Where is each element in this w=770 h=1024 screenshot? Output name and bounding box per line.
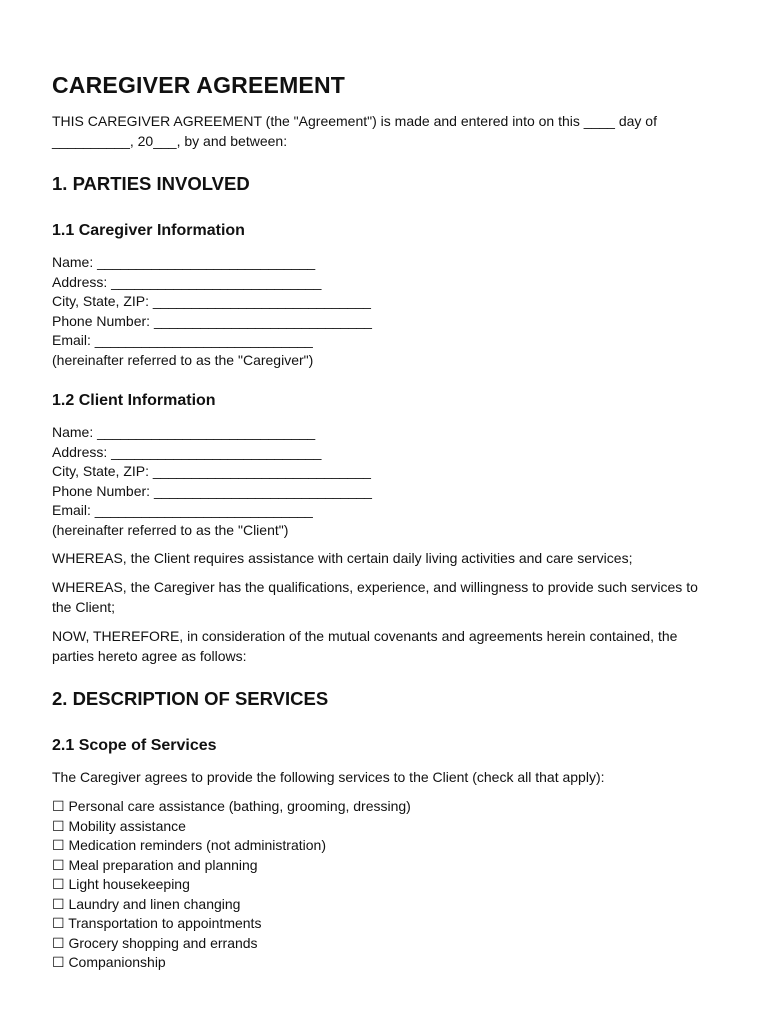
whereas-caregiver-paragraph: WHEREAS, the Caregiver has the qualifications, experience, and willingness to provide such services to the Client; xyxy=(52,579,698,615)
caregiver-phone-field: Phone Number: ____________________________ xyxy=(52,312,372,329)
service-item: ☐ Personal care assistance (bathing, grooming, dressing) xyxy=(52,798,411,814)
caregiver-email-field: Email: ____________________________ xyxy=(52,332,313,348)
caregiver-info-heading: 1.1 Caregiver Information xyxy=(52,222,245,239)
client-info-heading: 1.2 Client Information xyxy=(52,392,216,409)
service-item: ☐ Companionship xyxy=(52,954,166,970)
client-phone-field: Phone Number: ____________________________ xyxy=(52,482,372,499)
service-item: ☐ Transportation to appointments xyxy=(52,915,262,931)
service-item: ☐ Meal preparation and planning xyxy=(52,856,258,873)
whereas-client-paragraph: WHEREAS, the Client requires assistance with certain daily living activities and care services; xyxy=(52,550,633,566)
service-item: ☐ Light housekeeping xyxy=(52,876,190,892)
service-item: ☐ Grocery shopping and errands xyxy=(52,934,258,951)
caregiver-reference-note: (hereinafter referred to as the "Caregiver") xyxy=(52,351,314,368)
services-checklist xyxy=(52,797,712,973)
client-email-field: Email: ____________________________ xyxy=(52,502,313,518)
caregiver-fields xyxy=(52,253,712,370)
caregiver-city-state-zip-field: City, State, ZIP: ____________________________ xyxy=(52,293,371,309)
section-2-heading: 2. DESCRIPTION OF SERVICES xyxy=(52,688,329,709)
client-reference-note: (hereinafter referred to as the "Client") xyxy=(52,521,289,538)
client-name-field: Name: ____________________________ xyxy=(52,424,316,440)
service-item: ☐ Medication reminders (not administration) xyxy=(52,837,326,853)
now-therefore-paragraph: NOW, THEREFORE, in consideration of the mutual covenants and agreements herein contained, the parties hereto agree as follows: xyxy=(52,628,678,664)
client-city-state-zip-field: City, State, ZIP: ____________________________ xyxy=(52,463,371,479)
section-1-heading: 1. PARTIES INVOLVED xyxy=(52,173,250,194)
caregiver-name-field: Name: ____________________________ xyxy=(52,254,316,270)
client-fields xyxy=(52,423,712,540)
service-item: ☐ Laundry and linen changing xyxy=(52,895,241,912)
scope-of-services-heading: 2.1 Scope of Services xyxy=(52,737,217,754)
caregiver-address-field: Address: ___________________________ xyxy=(52,273,322,290)
intro-paragraph: THIS CAREGIVER AGREEMENT (the "Agreement") is made and entered into on this ____ day of __________, 20___, by and between: xyxy=(52,113,657,149)
services-lead-paragraph: The Caregiver agrees to provide the following services to the Client (check all that apply): xyxy=(52,769,605,785)
document-title: CAREGIVER AGREEMENT xyxy=(52,72,346,98)
service-item: ☐ Mobility assistance xyxy=(52,817,186,834)
client-address-field: Address: ___________________________ xyxy=(52,443,322,460)
